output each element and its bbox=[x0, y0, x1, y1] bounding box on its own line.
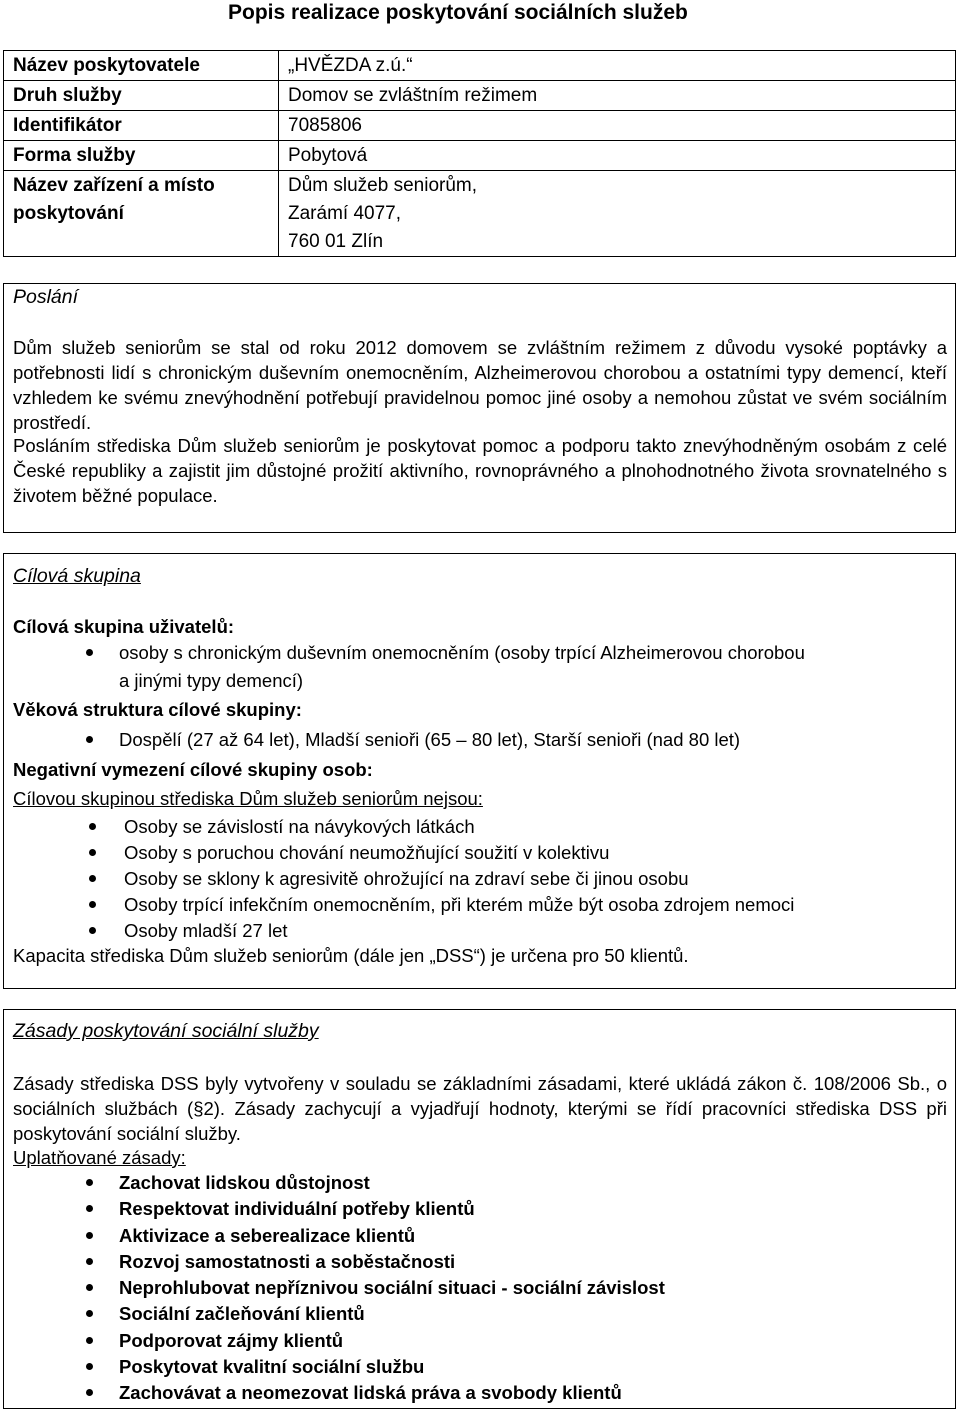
target-users-label: Cílová skupina uživatelů: bbox=[13, 616, 235, 637]
page-title: Popis realizace poskytování sociálních služeb bbox=[228, 1, 688, 24]
bullet-icon bbox=[86, 1258, 93, 1265]
bullet-icon bbox=[86, 1337, 93, 1344]
list-item bbox=[0, 1170, 665, 1196]
negative-definition-subheading: Cílovou skupinou střediska Dům služeb seniorům nejsou: bbox=[13, 788, 483, 809]
bullet-icon bbox=[86, 1179, 93, 1186]
bullet-icon bbox=[86, 1284, 93, 1291]
bullet-icon bbox=[86, 1205, 93, 1212]
list-item bbox=[0, 727, 740, 752]
service-type-value: Domov se zvláštním režimem bbox=[279, 81, 956, 111]
bullet-icon bbox=[86, 1232, 93, 1239]
target-users-list bbox=[0, 640, 805, 693]
service-form-label: Forma služby bbox=[4, 141, 279, 171]
provider-info-table bbox=[3, 50, 956, 257]
list-item-text: Aktivizace a seberealizace klientů bbox=[119, 1224, 416, 1246]
facility-label: Název zařízení a místo poskytování bbox=[4, 171, 279, 257]
list-item-text: a jinými typy demencí) bbox=[119, 670, 304, 691]
bullet-icon bbox=[86, 1389, 93, 1396]
list-item-text: Osoby mladší 27 let bbox=[124, 920, 288, 941]
list-item-text: Rozvoj samostatnosti a soběstačnosti bbox=[119, 1250, 456, 1272]
facility-value bbox=[279, 171, 956, 257]
table-row bbox=[4, 111, 956, 141]
bullet-icon bbox=[89, 849, 96, 856]
list-item bbox=[0, 840, 794, 866]
list-item-text: Respektovat individuální potřeby klientů bbox=[119, 1198, 475, 1220]
facility-line: Zarámí 4077, bbox=[288, 203, 401, 224]
list-item-text: Sociální začleňování klientů bbox=[119, 1303, 365, 1325]
list-item bbox=[0, 1223, 665, 1249]
table-row bbox=[4, 81, 956, 111]
negative-definition-label: Negativní vymezení cílové skupiny osob: bbox=[13, 759, 373, 780]
list-item-text: Osoby se závislostí na návykových látkách bbox=[124, 816, 475, 837]
list-item bbox=[0, 1249, 665, 1275]
bullet-icon bbox=[89, 927, 96, 934]
list-item-text: Poskytovat kvalitní sociální službu bbox=[119, 1356, 425, 1378]
bullet-icon bbox=[86, 736, 93, 743]
list-item bbox=[0, 892, 794, 918]
list-item bbox=[0, 1196, 665, 1222]
mission-paragraph: Dům služeb seniorům se stal od roku 2012 domovem se zvláštním režimem z důvodu vysoké poptávky a potřebnosti lidí s chronickým duševním onemocněním, Alzheimerovou chorobou a ostatními typy demencí, kteří vzhledem ke svému znevýhodnění potřebují pravidelnou pomoc jiné osoby a nemohou zůstat ve svém sociálním prostředí. bbox=[13, 337, 947, 433]
list-item-text: Dospělí (27 až 64 let), Mladší senioři (65 – 80 let), Starší senioři (nad 80 let) bbox=[119, 729, 741, 750]
list-item-text: osoby s chronickým duševním onemocněním (osoby trpící Alzheimerovou chorobou bbox=[119, 642, 805, 663]
provider-name-value: „HVĚZDA z.ú.“ bbox=[279, 51, 956, 81]
facility-line: Dům služeb seniorům, bbox=[288, 175, 478, 196]
list-item-text: Osoby s poruchou chování neumožňující soužití v kolektivu bbox=[124, 842, 610, 863]
table-row bbox=[4, 171, 956, 257]
bullet-icon bbox=[86, 1310, 93, 1317]
list-item bbox=[0, 918, 794, 944]
mission-heading: Poslání bbox=[13, 286, 79, 308]
list-item-text: Osoby trpící infekčním onemocněním, při kterém může být osoba zdrojem nemoci bbox=[124, 894, 795, 915]
list-item-text: Neprohlubovat nepříznivou sociální situaci - sociální závislost bbox=[119, 1277, 665, 1299]
list-item-text: Podporovat zájmy klientů bbox=[119, 1329, 344, 1351]
identifier-label: Identifikátor bbox=[4, 111, 279, 141]
identifier-value: 7085806 bbox=[279, 111, 956, 141]
mission-statement: Posláním střediska Dům služeb seniorům je poskytovat pomoc a podporu takto znevýhodněným osobám z celé České republiky a zajistit jim důstojné prožití aktivního, rovnoprávného a plnohodnotného života srovnatelného s životem běžné populace. bbox=[13, 435, 947, 506]
bullet-icon bbox=[86, 1363, 93, 1370]
service-type-label: Druh služby bbox=[4, 81, 279, 111]
bullet-icon bbox=[89, 901, 96, 908]
bullet-icon bbox=[89, 875, 96, 882]
principles-paragraph: Zásady střediska DSS byly vytvořeny v souladu se základními zásadami, které ukládá zákon č. 108/2006 Sb., o sociálních službách (§2). Zásady zachycují a vyjadřují hodnoty, kterými se řídí pracovníci střediska DSS při poskytování sociální služby. bbox=[13, 1073, 947, 1144]
negative-definition-list bbox=[0, 814, 794, 944]
target-group-heading: Cílová skupina bbox=[13, 565, 141, 587]
age-structure-label: Věková struktura cílové skupiny: bbox=[13, 699, 302, 720]
table-row bbox=[4, 51, 956, 81]
list-item bbox=[0, 1354, 665, 1380]
bullet-icon bbox=[89, 823, 96, 830]
applied-principles-list bbox=[0, 1170, 665, 1407]
list-item bbox=[0, 1301, 665, 1327]
list-item bbox=[0, 640, 805, 665]
table-row bbox=[4, 141, 956, 171]
principles-heading: Zásady poskytování sociální služby bbox=[13, 1020, 319, 1042]
list-item bbox=[0, 866, 794, 892]
capacity-statement: Kapacita střediska Dům služeb seniorům (dále jen „DSS“) je určena pro 50 klientů. bbox=[13, 945, 689, 966]
list-item bbox=[0, 1380, 665, 1406]
list-item bbox=[0, 668, 805, 693]
list-item bbox=[0, 814, 794, 840]
list-item bbox=[0, 1328, 665, 1354]
list-item-text: Zachovat lidskou důstojnost bbox=[119, 1172, 370, 1193]
provider-name-label: Název poskytovatele bbox=[4, 51, 279, 81]
list-item bbox=[0, 1275, 665, 1301]
bullet-icon bbox=[86, 649, 93, 656]
service-form-value: Pobytová bbox=[279, 141, 956, 171]
list-item-text: Osoby se sklony k agresivitě ohrožující na zdraví sebe či jinou osobu bbox=[124, 868, 689, 889]
facility-line: 760 01 Zlín bbox=[288, 231, 384, 252]
list-item-text: Zachovávat a neomezovat lidská práva a svobody klientů bbox=[119, 1382, 622, 1404]
applied-principles-label: Uplatňované zásady: bbox=[13, 1147, 186, 1168]
age-structure-list bbox=[0, 727, 740, 752]
